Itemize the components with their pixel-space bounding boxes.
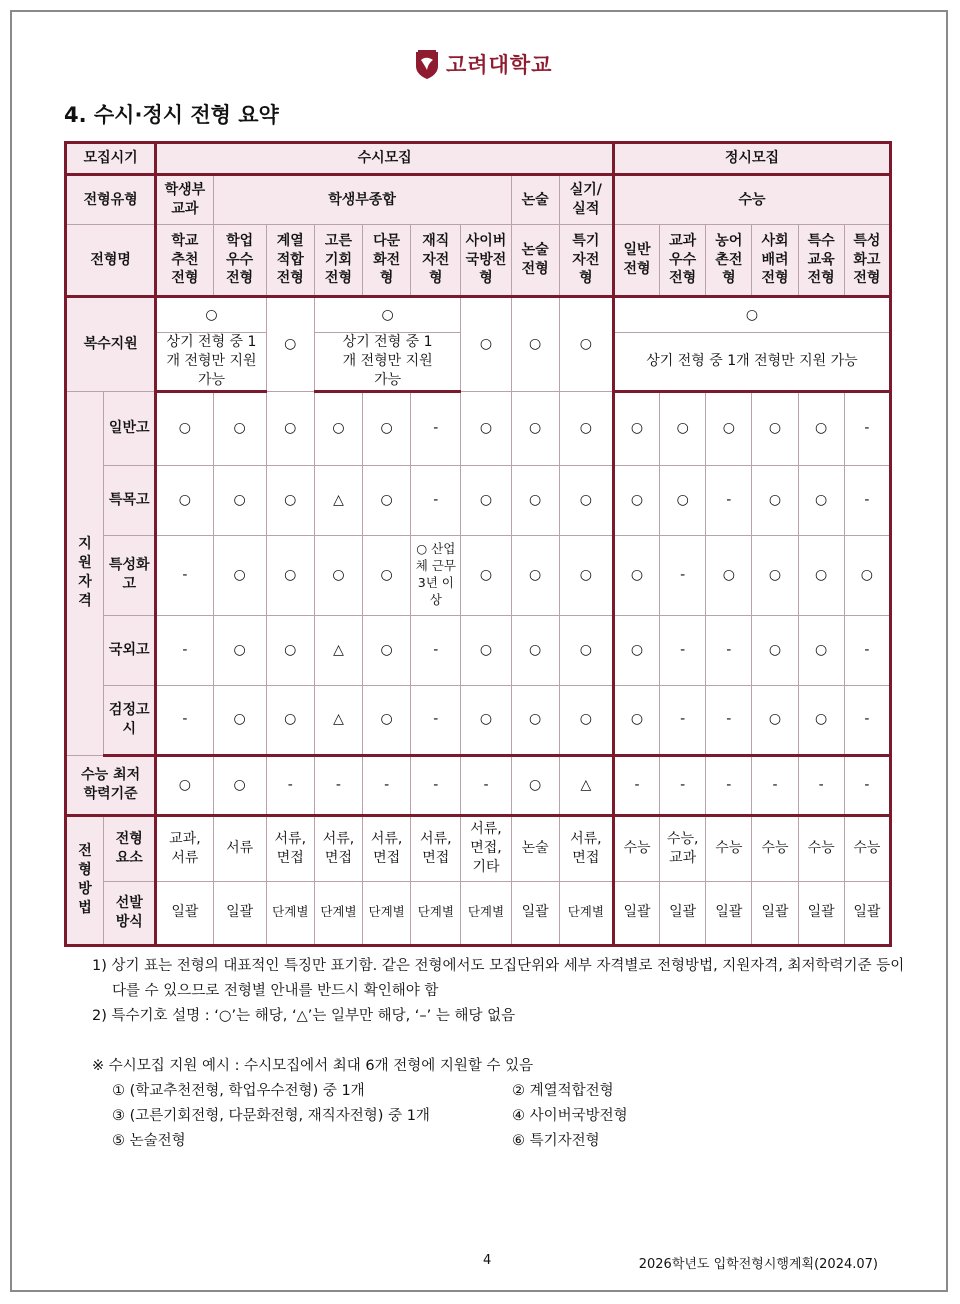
suneung-min-cell: -: [660, 755, 706, 815]
admission-summary-table: [64, 141, 892, 947]
elements-label: [104, 815, 156, 881]
qual-cell: -: [706, 685, 752, 755]
multi-note-text: 상기 전형 중 1개 전형만 지원 가능: [342, 334, 433, 388]
qual-cell: ○: [314, 535, 362, 615]
elements-cell: [798, 815, 844, 881]
elements-cell-text: 수능: [761, 840, 789, 857]
qual-cell: -: [844, 465, 890, 535]
elements-cell-text: 논술: [521, 840, 549, 857]
name-text: 논술전형: [521, 242, 549, 277]
example-item: ⑥ 특기자전형: [512, 1133, 600, 1149]
qual-cell: ○: [511, 535, 559, 615]
selection-cell: 일괄: [752, 881, 798, 945]
qual-row: [66, 465, 891, 535]
name-text: 학업우수전형: [226, 232, 254, 287]
suneung-min-cell: -: [411, 755, 461, 815]
name-cell: [706, 225, 752, 297]
example-items: [92, 1079, 912, 1154]
name-cell: [844, 225, 890, 297]
qual-cell: -: [411, 615, 461, 685]
elements-cell: [844, 815, 890, 881]
qual-cell: △: [314, 615, 362, 685]
suneung-min-cell: ○: [213, 755, 266, 815]
selection-cell: 일괄: [613, 881, 659, 945]
qual-row: [66, 615, 891, 685]
logo-text: 고려대학교: [446, 53, 553, 77]
qual-cell: ○: [266, 615, 314, 685]
qual-cell: △: [314, 685, 362, 755]
elements-cell: [266, 815, 314, 881]
selection-cell: 일괄: [511, 881, 559, 945]
type-essay: 논술: [511, 175, 559, 225]
multi-mark: ○: [156, 297, 266, 333]
qual-row-label-text: 일반고: [108, 419, 150, 436]
qual-cell: ○: [613, 465, 659, 535]
suneung-min-cell: ○: [511, 755, 559, 815]
elements-cell-text: 서류, 면접: [322, 830, 355, 866]
name-cell: [213, 225, 266, 297]
selection-cell: 단계별: [559, 881, 613, 945]
multi-note: [314, 333, 461, 392]
qual-row-label: [104, 685, 156, 755]
elements-cell: [752, 815, 798, 881]
elements-text: 전형요소: [115, 830, 143, 866]
qual-cell: -: [660, 685, 706, 755]
qual-cell: -: [706, 615, 752, 685]
type-text: 실기/실적: [569, 182, 602, 217]
qual-cell: ○: [213, 535, 266, 615]
qual-cell: ○: [266, 535, 314, 615]
qual-cell: ○: [613, 685, 659, 755]
selection-cell: 일괄: [844, 881, 890, 945]
suneung-min-cell: -: [613, 755, 659, 815]
elements-cell-text: 수능: [853, 840, 881, 857]
qual-cell: ○: [363, 685, 411, 755]
name-text: 특수교육전형: [807, 232, 835, 287]
crest-icon: [414, 48, 440, 80]
selection-cell: 단계별: [411, 881, 461, 945]
suneung-min-cell: -: [798, 755, 844, 815]
name-text: 재직자전형: [422, 232, 450, 287]
elements-cell-text: 수능: [807, 840, 835, 857]
method-label: [66, 815, 104, 945]
qual-cell: ○: [798, 535, 844, 615]
type-student-record-comprehensive: 학생부종합: [213, 175, 511, 225]
qual-cell: ○: [559, 465, 613, 535]
qual-cell: ○: [363, 465, 411, 535]
name-text: 사회배려전형: [761, 232, 789, 287]
elements-cell-text: 수능, 교과: [666, 830, 699, 866]
selection-cell: 일괄: [213, 881, 266, 945]
example-intro: ※ 수시모집 지원 예시 : 수시모집에서 최대 6개 전형에 지원할 수 있음: [92, 1058, 534, 1074]
elements-cell-text: 서류, 면접, 기타: [470, 821, 502, 876]
elements-cell: [461, 815, 511, 881]
footnote-1-line-1: 1) 상기 표는 전형의 대표적인 특징만 표기함. 같은 전형에서도 모집단위와 세부 자격별로 전형방법, 지원자격, 최저학력기준 등이: [92, 958, 905, 974]
selection-cell: 단계별: [461, 881, 511, 945]
suneung-min-cell: -: [706, 755, 752, 815]
qual-cell: -: [411, 391, 461, 465]
elements-cell: [156, 815, 213, 881]
qual-cell: ○: [266, 465, 314, 535]
type-student-record-subject: [156, 175, 213, 225]
qual-cell: -: [660, 535, 706, 615]
qual-cell: ○: [752, 685, 798, 755]
qual-cell: ○ 산업체 근무 3년 이상: [411, 535, 461, 615]
name-cell: [363, 225, 411, 297]
name-text: 사이버국방전형: [465, 232, 507, 287]
qual-cell: -: [660, 615, 706, 685]
qual-cell: ○: [798, 615, 844, 685]
qual-cell: ○: [511, 685, 559, 755]
suneung-min-cell: △: [559, 755, 613, 815]
qual-cell: ○: [559, 391, 613, 465]
multi-note: [156, 333, 266, 392]
elements-cell: [660, 815, 706, 881]
period-row: [66, 143, 891, 175]
suneung-min-cell: -: [363, 755, 411, 815]
suneung-min-label: [66, 755, 156, 815]
qual-cell: -: [844, 391, 890, 465]
qual-cell: ○: [461, 685, 511, 755]
page-number: 4: [483, 1253, 492, 1268]
method-text: 전형방법: [78, 843, 92, 917]
elements-cell-text: 교과, 서류: [169, 830, 201, 866]
type-row: [66, 175, 891, 225]
multi-mark: ○: [461, 297, 511, 392]
multi-label: 복수지원: [66, 297, 156, 392]
qual-cell: ○: [752, 615, 798, 685]
qual-cell: ○: [314, 391, 362, 465]
document-name: 2026학년도 입학전형시행계획(2024.07): [638, 1257, 878, 1272]
name-row: [66, 225, 891, 297]
qual-row-label: [104, 465, 156, 535]
name-cell: [613, 225, 659, 297]
elements-cell: [411, 815, 461, 881]
example-item: ④ 사이버국방전형: [512, 1108, 628, 1124]
qual-cell: ○: [660, 391, 706, 465]
elements-cell-text: 수능: [623, 840, 651, 857]
qual-cell: ○: [213, 615, 266, 685]
name-text: 특기자전형: [572, 232, 600, 287]
elements-cell-text: 서류, 면접: [274, 830, 307, 866]
elements-cell-text: 서류, 면접: [370, 830, 403, 866]
multi-note-text: 상기 전형 중 1개 전형만 지원 가능: [166, 334, 257, 388]
qual-cell: ○: [844, 535, 890, 615]
example-item: ① (학교추천전형, 학업우수전형) 중 1개: [112, 1083, 365, 1099]
selection-cell: 단계별: [314, 881, 362, 945]
qual-cell: ○: [213, 391, 266, 465]
elements-cell: [363, 815, 411, 881]
suneung-min-text: 수능 최저 학력기준: [81, 767, 141, 803]
qual-cell: ○: [511, 465, 559, 535]
elements-cell: [559, 815, 613, 881]
multi-row-top: [66, 297, 891, 333]
qual-cell: ○: [213, 685, 266, 755]
name-cell: [511, 225, 559, 297]
example-item: ② 계열적합전형: [512, 1083, 614, 1099]
qual-cell: ○: [798, 465, 844, 535]
name-cell: [752, 225, 798, 297]
type-label: 전형유형: [66, 175, 156, 225]
qual-cell: ○: [752, 465, 798, 535]
qual-cell: ○: [213, 465, 266, 535]
multi-mark: ○: [266, 297, 314, 392]
multi-mark: ○: [511, 297, 559, 392]
name-text: 학교추천전형: [171, 232, 199, 287]
selection-cell: 일괄: [706, 881, 752, 945]
qual-cell: ○: [266, 391, 314, 465]
period-label: 모집시기: [66, 143, 156, 175]
name-cell: [314, 225, 362, 297]
qual-cell: ○: [559, 685, 613, 755]
multi-mark: ○: [613, 297, 890, 333]
qual-cell: ○: [156, 465, 213, 535]
qual-cell: ○: [559, 615, 613, 685]
elements-cell: [511, 815, 559, 881]
elements-cell: [314, 815, 362, 881]
qual-row-label-text: 특성화고: [108, 557, 150, 593]
qual-cell: ○: [363, 391, 411, 465]
qual-cell: ○: [706, 535, 752, 615]
qual-cell: ○: [363, 535, 411, 615]
jeongsi-header: 정시모집: [613, 143, 890, 175]
qual-cell: ○: [266, 685, 314, 755]
type-text: 학생부교과: [164, 182, 206, 217]
multi-note-jeongsi: 상기 전형 중 1개 전형만 지원 가능: [613, 333, 890, 392]
selection-cell: 단계별: [266, 881, 314, 945]
suneung-min-row: [66, 755, 891, 815]
footnote-2: 2) 특수기호 설명 : ‘○’는 해당, ‘△’는 일부만 해당, ‘–’ 는 해당 없음: [92, 1008, 516, 1024]
qual-cell: ○: [798, 391, 844, 465]
example-item: ⑤ 논술전형: [112, 1133, 186, 1149]
footnotes: [92, 954, 912, 1029]
name-text: 고른기회전형: [324, 232, 352, 287]
name-cell: [461, 225, 511, 297]
name-label: 전형명: [66, 225, 156, 297]
type-practical: [559, 175, 613, 225]
susi-header: 수시모집: [156, 143, 614, 175]
qual-row-label: [104, 391, 156, 465]
qual-cell: ○: [461, 535, 511, 615]
qual-cell: ○: [511, 615, 559, 685]
suneung-min-cell: ○: [156, 755, 213, 815]
qual-text: 지원자격: [78, 536, 92, 610]
qual-row: [66, 685, 891, 755]
qual-cell: ○: [511, 391, 559, 465]
selection-cell: 단계별: [363, 881, 411, 945]
qual-cell: ○: [461, 391, 511, 465]
qual-row-label: [104, 615, 156, 685]
qual-cell: -: [156, 685, 213, 755]
elements-cell: [706, 815, 752, 881]
qual-cell: -: [706, 465, 752, 535]
qual-cell: -: [411, 465, 461, 535]
qual-cell: -: [844, 685, 890, 755]
name-cell: [660, 225, 706, 297]
qual-row-label-text: 국외고: [108, 641, 150, 658]
method-elements-row: [66, 815, 891, 881]
selection-cell: 일괄: [798, 881, 844, 945]
method-selection-row: [66, 881, 891, 945]
name-text: 특성화고전형: [853, 232, 881, 287]
qual-cell: ○: [752, 391, 798, 465]
name-cell: [798, 225, 844, 297]
qual-cell: ○: [461, 615, 511, 685]
qual-cell: ○: [706, 391, 752, 465]
qual-cell: ○: [798, 685, 844, 755]
qual-cell: ○: [156, 391, 213, 465]
elements-cell-text: 서류: [226, 840, 254, 857]
multi-mark: ○: [314, 297, 461, 333]
qual-cell: ○: [613, 391, 659, 465]
qual-cell: ○: [752, 535, 798, 615]
qual-cell: -: [844, 615, 890, 685]
qualification-label: [66, 391, 104, 755]
qual-cell: ○: [461, 465, 511, 535]
suneung-min-cell: -: [266, 755, 314, 815]
qual-row: [66, 535, 891, 615]
elements-cell-text: 서류, 면접: [420, 830, 452, 866]
qual-row-label-text: 특목고: [108, 491, 150, 508]
name-cell: [156, 225, 213, 297]
qual-cell: ○: [613, 615, 659, 685]
qual-cell: ○: [363, 615, 411, 685]
selection-label: [104, 881, 156, 945]
qual-cell: -: [411, 685, 461, 755]
suneung-min-cell: -: [844, 755, 890, 815]
suneung-min-cell: -: [461, 755, 511, 815]
elements-cell-text: 수능: [715, 840, 743, 857]
university-logo: [414, 46, 552, 82]
footnote-1-line-2: 다를 수 있으므로 전형별 안내를 반드시 확인해야 함: [112, 983, 439, 999]
name-cell: [266, 225, 314, 297]
qual-row-label-text: 검정고시: [108, 701, 150, 737]
name-text: 교과우수전형: [669, 232, 697, 287]
name-text: 다문화전형: [373, 232, 401, 287]
qual-cell: ○: [613, 535, 659, 615]
qual-cell: ○: [559, 535, 613, 615]
qual-cell: ○: [660, 465, 706, 535]
qual-row-label: [104, 535, 156, 615]
application-example: [92, 1054, 912, 1154]
multi-mark: ○: [559, 297, 613, 392]
name-cell: [559, 225, 613, 297]
qual-cell: △: [314, 465, 362, 535]
elements-cell-text: 서류, 면접: [570, 830, 602, 866]
name-text: 일반전형: [623, 242, 651, 277]
qual-cell: -: [156, 615, 213, 685]
elements-cell: [613, 815, 659, 881]
type-suneung: 수능: [613, 175, 890, 225]
selection-text: 선발방식: [115, 894, 143, 930]
elements-cell: [213, 815, 266, 881]
section-title: 4. 수시·정시 전형 요약: [64, 103, 279, 127]
qual-row: [66, 391, 891, 465]
name-text: 계열적합전형: [276, 232, 304, 287]
suneung-min-cell: -: [314, 755, 362, 815]
name-text: 농어촌전형: [715, 232, 743, 287]
example-item: ③ (고른기회전형, 다문화전형, 재직자전형) 중 1개: [112, 1108, 430, 1124]
name-cell: [411, 225, 461, 297]
selection-cell: 일괄: [660, 881, 706, 945]
suneung-min-cell: -: [752, 755, 798, 815]
qual-cell: -: [156, 535, 213, 615]
selection-cell: 일괄: [156, 881, 213, 945]
